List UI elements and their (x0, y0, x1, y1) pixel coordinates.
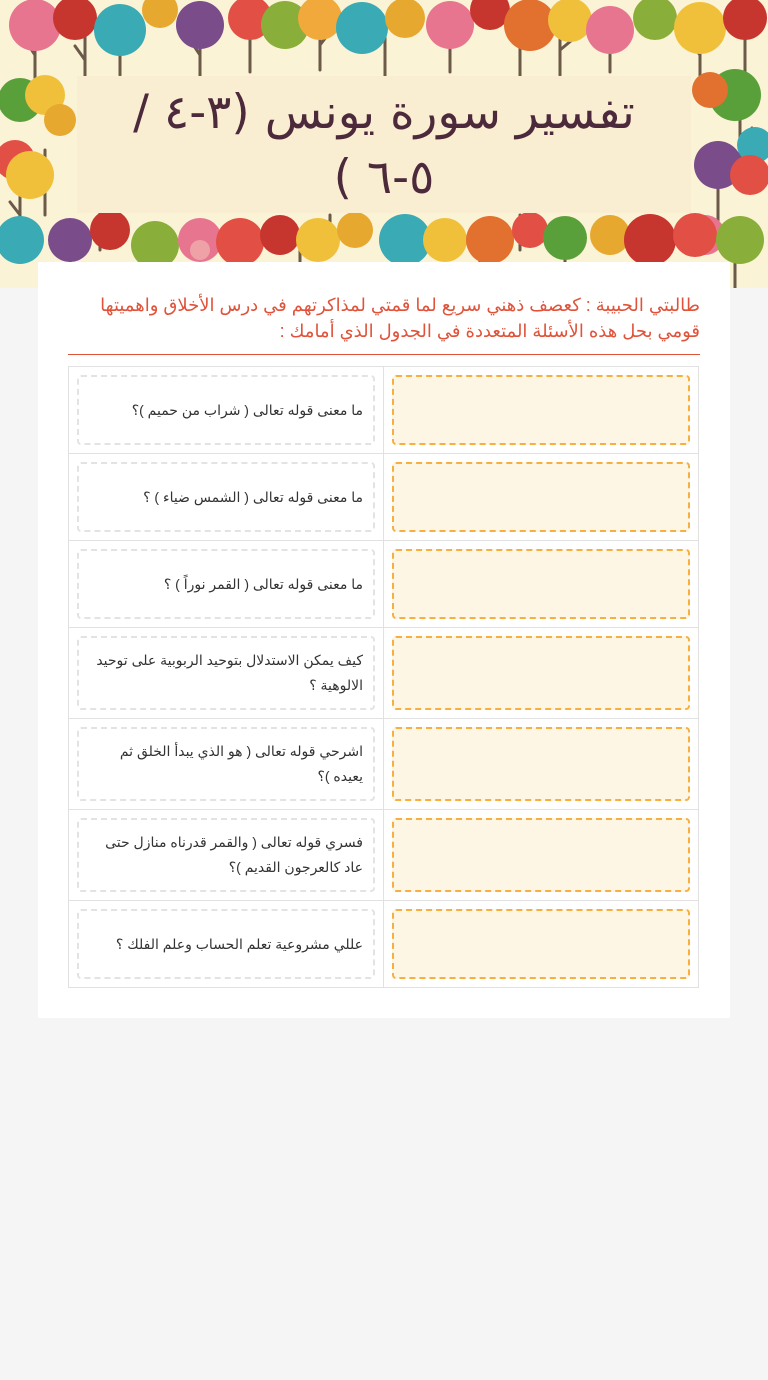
question-text: ما معنى قوله تعالى ( الشمس ضياء ) ؟ (143, 488, 363, 505)
answer-cell (384, 367, 699, 453)
question-cell (69, 810, 384, 900)
question-cell (69, 367, 384, 453)
header-banner (0, 0, 768, 288)
question-box[interactable] (77, 727, 375, 801)
question-cell (69, 901, 384, 987)
question-text: فسري قوله تعالى ( والقمر قدرناه منازل حتى عاد كالعرجون القديم )؟ (105, 834, 363, 875)
answer-cell (384, 719, 699, 809)
question-cell (69, 628, 384, 718)
table-row (69, 367, 699, 454)
answer-cell (384, 454, 699, 540)
answer-cell (384, 628, 699, 718)
answer-dropzone[interactable] (392, 727, 690, 801)
question-box[interactable] (77, 375, 375, 445)
question-text: اشرحي قوله تعالى ( هو الذي يبدأ الخلق ثم يعيده )؟ (119, 743, 363, 784)
table-row (69, 810, 699, 901)
answer-dropzone[interactable] (392, 462, 690, 532)
answer-dropzone[interactable] (392, 818, 690, 892)
answer-dropzone[interactable] (392, 549, 690, 619)
answer-cell (384, 541, 699, 627)
answer-cell (384, 810, 699, 900)
answer-dropzone[interactable] (392, 375, 690, 445)
match-table (68, 366, 699, 988)
question-text: عللي مشروعية تعلم الحساب وعلم الفلك ؟ (115, 935, 363, 952)
question-box[interactable] (77, 909, 375, 979)
question-box[interactable] (77, 549, 375, 619)
question-cell (69, 541, 384, 627)
title-box (77, 76, 691, 213)
table-row (69, 901, 699, 988)
question-text: ما معنى قوله تعالى ( شراب من حميم )؟ (131, 401, 363, 418)
table-row (69, 628, 699, 719)
table-row (69, 719, 699, 810)
question-box[interactable] (77, 818, 375, 892)
answer-dropzone[interactable] (392, 909, 690, 979)
question-box[interactable] (77, 462, 375, 532)
question-text: كيف يمكن الاستدلال بتوحيد الربوبية على توحيد الالوهية ؟ (96, 652, 363, 693)
question-cell (69, 719, 384, 809)
instructions-text: طالبتي الحبيبة : كعصف ذهني سريع لما قمتي لمذاكرتهم في درس الأخلاق واهميتها قومي بحل هذه الأسئلة المتعددة في الجدول الذي أمامك : (100, 295, 700, 341)
page-title: تفسير سورة يونس (٣-٤ / ٥-٦ ) (133, 85, 635, 205)
worksheet-card (38, 262, 730, 1018)
question-cell (69, 454, 384, 540)
question-text: ما معنى قوله تعالى ( القمر نوراً ) ؟ (163, 575, 363, 592)
question-box[interactable] (77, 636, 375, 710)
answer-cell (384, 901, 699, 987)
table-row (69, 541, 699, 628)
table-row (69, 454, 699, 541)
divider (68, 354, 700, 355)
answer-dropzone[interactable] (392, 636, 690, 710)
